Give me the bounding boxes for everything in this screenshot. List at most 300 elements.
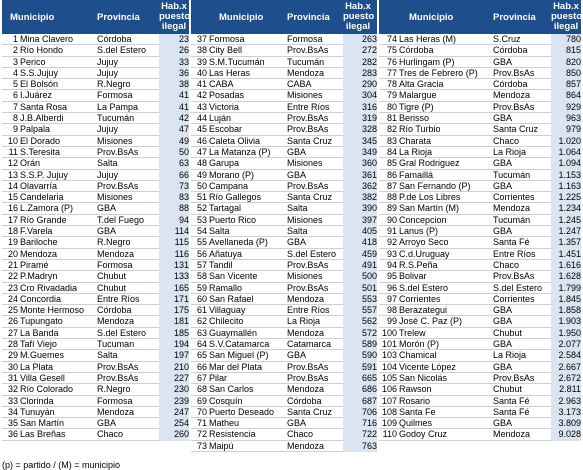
municipio-cell: Bariloche xyxy=(20,237,58,248)
table-header xyxy=(191,0,377,34)
provincia-cell: R.Negro xyxy=(97,79,131,90)
provincia-cell: Mendoza xyxy=(97,316,135,327)
provincia-cell: GBA xyxy=(493,226,513,237)
table-row xyxy=(2,350,189,361)
hab-value-cell: 115 xyxy=(159,237,189,248)
municipio-cell: Tres de Febrero (P) xyxy=(399,67,478,78)
municipio-cell: El Bolsón xyxy=(20,79,59,90)
hab-value-cell: 1.094 xyxy=(551,158,581,169)
rank-cell: 21 xyxy=(7,259,18,270)
rank-cell: 89 xyxy=(386,203,397,214)
hab-value-cell: 23 xyxy=(159,34,189,45)
rank-cell: 9 xyxy=(12,124,18,135)
rank-cell: 15 xyxy=(7,192,18,203)
provincia-cell: Tucumán xyxy=(97,113,135,124)
rank-cell: 90 xyxy=(386,214,397,225)
table-row xyxy=(379,407,581,418)
rank-cell: 5 xyxy=(12,79,18,90)
provincia-cell: Mendoza xyxy=(493,203,531,214)
provincia-cell: Prov.BsAs xyxy=(287,259,329,270)
rank-cell: 73 xyxy=(196,440,207,451)
municipio-cell: Córdoba xyxy=(399,45,434,56)
rank-cell: 10 xyxy=(7,135,18,146)
provincia-cell: Corrientes xyxy=(493,293,535,304)
municipio-cell: Chamical xyxy=(399,350,437,361)
municipio-cell: Tandil xyxy=(209,259,233,270)
provincia-cell: Jujuy xyxy=(97,124,119,135)
table-row xyxy=(2,102,189,113)
hab-value-cell: 131 xyxy=(159,260,189,271)
table-row xyxy=(379,158,581,169)
table-row xyxy=(2,294,189,305)
rank-cell: 13 xyxy=(7,169,18,180)
municipio-cell: Famaillá xyxy=(399,169,434,180)
hab-value-cell: 50 xyxy=(159,147,189,158)
provincia-cell: GBA xyxy=(97,226,117,237)
rank-cell: 23 xyxy=(7,282,18,293)
municipio-cell: Matheu xyxy=(209,418,240,429)
header-municipio: Municipio xyxy=(409,12,454,23)
rank-cell: 97 xyxy=(386,293,397,304)
hab-value-cell: 665 xyxy=(343,373,377,384)
hab-value-cell: 194 xyxy=(159,339,189,350)
table-row xyxy=(379,181,581,192)
table-row xyxy=(191,158,377,169)
municipio-cell: City Bell xyxy=(209,45,243,56)
header-hab-puesto xyxy=(159,2,189,32)
table-row xyxy=(379,147,581,158)
table-row xyxy=(2,373,189,384)
municipio-cell: Tartagal xyxy=(209,203,242,214)
rank-cell: 98 xyxy=(386,305,397,316)
hab-value-cell: 319 xyxy=(343,113,377,124)
provincia-cell: Mendoza xyxy=(287,327,325,338)
municipio-cell: J.B.Alberdi xyxy=(20,113,64,124)
provincia-cell: S.del Estero xyxy=(493,282,543,293)
hab-value-cell: 405 xyxy=(343,226,377,237)
municipio-cell: Rawson xyxy=(399,384,432,395)
hab-value-cell: 247 xyxy=(159,407,189,418)
table-row xyxy=(2,34,189,45)
hab-value-cell: 459 xyxy=(343,249,377,260)
hab-value-cell: 171 xyxy=(159,294,189,305)
municipio-cell: Cro Rivadadia xyxy=(20,282,78,293)
rank-cell: 6 xyxy=(12,90,18,101)
provincia-cell: Córdoba xyxy=(287,395,322,406)
provincia-cell: Prov.BsAs xyxy=(97,372,139,383)
provincia-cell: Chubut xyxy=(493,384,523,395)
table-row xyxy=(379,34,581,45)
header-hab-line: ilegal xyxy=(161,21,187,32)
municipio-cell: San Martín xyxy=(20,418,65,429)
hab-value-cell: 230 xyxy=(159,384,189,395)
rank-cell: 67 xyxy=(196,372,207,383)
rank-cell: 50 xyxy=(196,180,207,191)
municipio-cell: P.de Los Libres xyxy=(399,192,461,203)
table-row xyxy=(379,113,581,124)
rank-cell: 30 xyxy=(7,361,18,372)
provincia-cell: Prov.BsAs xyxy=(287,113,329,124)
table-row xyxy=(379,328,581,339)
provincia-cell: Salta xyxy=(287,203,308,214)
provincia-cell: Prov.BsAs xyxy=(287,180,329,191)
table-row xyxy=(191,373,377,384)
municipio-cell: Olavarría xyxy=(20,180,58,191)
hab-value-cell: 589 xyxy=(343,339,377,350)
provincia-cell: Chaco xyxy=(287,429,314,440)
hab-value-cell: 397 xyxy=(343,215,377,226)
municipio-cell: Guaymallén xyxy=(209,327,258,338)
rank-cell: 99 xyxy=(386,316,397,327)
rank-cell: 109 xyxy=(381,418,397,429)
table-row xyxy=(2,68,189,79)
table-row xyxy=(2,192,189,203)
rank-cell: 66 xyxy=(196,361,207,372)
provincia-cell: Misiones xyxy=(97,135,133,146)
municipio-cell: Mar del Plata xyxy=(209,361,263,372)
rank-cell: 27 xyxy=(7,327,18,338)
table-row xyxy=(379,192,581,203)
provincia-cell: Chubut xyxy=(97,271,127,282)
rank-cell: 54 xyxy=(196,226,207,237)
hab-value-cell: 116 xyxy=(159,249,189,260)
table-row xyxy=(379,79,581,90)
municipio-cell: San Nicolás xyxy=(399,372,448,383)
table-row xyxy=(191,170,377,181)
table-row xyxy=(191,441,377,452)
provincia-cell: Santa Cruz xyxy=(493,124,539,135)
municipio-cell: Tafí Viejo xyxy=(20,339,57,350)
table-row xyxy=(2,136,189,147)
table-row xyxy=(191,102,377,113)
municipio-cell: Puerto Deseado xyxy=(209,406,275,417)
hab-value-cell: 210 xyxy=(159,362,189,373)
provincia-cell: Formosa xyxy=(287,34,323,44)
table-row xyxy=(191,68,377,79)
municipio-cell: Concordia xyxy=(20,293,62,304)
table-row xyxy=(191,429,377,440)
hab-value-cell: 304 xyxy=(343,90,377,101)
table-row xyxy=(191,260,377,271)
provincia-cell: Prov.BsAs xyxy=(287,45,329,56)
municipio-cell: San Fernando (P) xyxy=(399,180,471,191)
hab-value-cell: 390 xyxy=(343,203,377,214)
municipio-cell: Mendoza xyxy=(20,248,58,259)
table-row xyxy=(379,339,581,350)
hab-value-cell: 815 xyxy=(551,45,581,56)
municipio-cell: S.V.Catamarca xyxy=(209,339,270,350)
table-row xyxy=(379,429,581,440)
municipio-cell: Pilar xyxy=(209,372,228,383)
municipio-cell: Ramallo xyxy=(209,282,243,293)
hab-value-cell: 260 xyxy=(159,429,189,440)
rank-cell: 100 xyxy=(381,327,397,338)
municipio-cell: Bolivar xyxy=(399,271,427,282)
municipio-cell: Río Turbio xyxy=(399,124,441,135)
municipio-cell: Río Grande xyxy=(20,214,67,225)
municipio-cell: Caleta Olivia xyxy=(209,135,261,146)
rank-cell: 24 xyxy=(7,293,18,304)
municipio-cell: La Plata xyxy=(20,361,54,372)
table-row xyxy=(379,226,581,237)
provincia-cell: Entre Ríos xyxy=(287,101,330,112)
rank-cell: 106 xyxy=(381,384,397,395)
rank-cell: 16 xyxy=(7,203,18,214)
hab-value-cell: 73 xyxy=(159,181,189,192)
provincia-cell: Salta xyxy=(97,350,118,361)
table-row xyxy=(379,396,581,407)
provincia-cell: Mendoza xyxy=(97,248,135,259)
provincia-cell: Córdoba xyxy=(493,79,528,90)
header-hab-line: puesto xyxy=(551,11,583,22)
table-row xyxy=(379,102,581,113)
rank-cell: 52 xyxy=(196,203,207,214)
rank-cell: 38 xyxy=(196,45,207,56)
table-row xyxy=(2,283,189,294)
table-row xyxy=(2,181,189,192)
provincia-cell: Córdoba xyxy=(493,45,528,56)
hab-value-cell: 165 xyxy=(159,283,189,294)
provincia-cell: GBA xyxy=(493,316,513,327)
provincia-cell: Tucuman xyxy=(97,339,135,350)
table-row xyxy=(191,350,377,361)
municipio-cell: Formosa xyxy=(209,34,245,44)
table-row xyxy=(379,136,581,147)
rank-cell: 75 xyxy=(386,45,397,56)
municipio-cell: Arroyo Seco xyxy=(399,237,449,248)
table-row xyxy=(379,249,581,260)
municipio-cell: Santa Fe xyxy=(399,406,436,417)
hab-value-cell: 491 xyxy=(343,260,377,271)
provincia-cell: Prov.BsAs xyxy=(493,271,535,282)
municipio-cell: Orán xyxy=(20,158,41,169)
provincia-cell: Tucumán xyxy=(493,169,531,180)
hab-value-cell: 1.163 xyxy=(551,181,581,192)
rank-cell: 88 xyxy=(386,192,397,203)
provincia-cell: Prov.BsAs xyxy=(97,361,139,372)
rank-cell: 48 xyxy=(196,158,207,169)
table-row xyxy=(191,407,377,418)
hab-value-cell: 1.845 xyxy=(551,294,581,305)
provincia-cell: La Rioja xyxy=(493,146,527,157)
provincia-cell: Prov.BsAs xyxy=(287,372,329,383)
provincia-cell: GBA xyxy=(493,56,513,67)
table-row xyxy=(379,271,581,282)
municipio-cell: Berisso xyxy=(399,113,430,124)
rank-cell: 93 xyxy=(386,248,397,259)
provincia-cell: Prov.BsAs xyxy=(287,282,329,293)
municipio-cell: M.Guemes xyxy=(20,350,65,361)
municipio-cell: L.Zamora (P) xyxy=(20,203,74,214)
rank-cell: 71 xyxy=(196,418,207,429)
rank-cell: 91 xyxy=(386,226,397,237)
rank-cell: 60 xyxy=(196,293,207,304)
rank-cell: 81 xyxy=(386,113,397,124)
provincia-cell: GBA xyxy=(493,418,513,429)
table-row xyxy=(2,407,189,418)
header-hab-line: puesto xyxy=(159,11,191,22)
rank-cell: 49 xyxy=(196,169,207,180)
hab-value-cell: 1.247 xyxy=(551,226,581,237)
table-row xyxy=(2,429,189,440)
provincia-cell: Entre Ríos xyxy=(287,305,330,316)
table-column-1 xyxy=(2,0,189,441)
provincia-cell: Chaco xyxy=(97,429,124,440)
table-row xyxy=(379,294,581,305)
table-row xyxy=(191,226,377,237)
hab-value-cell: 239 xyxy=(159,396,189,407)
hab-value-cell: 562 xyxy=(343,316,377,327)
municipio-cell: Morano (P) xyxy=(209,169,255,180)
provincia-cell: Santa Fé xyxy=(493,406,530,417)
hab-value-cell: 501 xyxy=(343,283,377,294)
rank-cell: 70 xyxy=(196,406,207,417)
hab-value-cell: 2.077 xyxy=(551,339,581,350)
hab-value-cell: 88 xyxy=(159,203,189,214)
table-row xyxy=(379,418,581,429)
municipio-cell: Quilmes xyxy=(399,418,433,429)
hab-value-cell: 1.858 xyxy=(551,305,581,316)
municipio-cell: Las Heras xyxy=(209,67,251,78)
rank-cell: 8 xyxy=(12,113,18,124)
provincia-cell: GBA xyxy=(287,350,307,361)
hab-value-cell: 49 xyxy=(159,136,189,147)
header-provincia: Provincia xyxy=(493,12,536,23)
hab-value-cell: 591 xyxy=(343,362,377,373)
provincia-cell: GBA xyxy=(287,418,307,429)
provincia-cell: S.del Estero xyxy=(97,45,147,56)
rank-cell: 14 xyxy=(7,180,18,191)
table-row xyxy=(2,203,189,214)
provincia-cell: GBA xyxy=(97,418,117,429)
provincia-cell: GBA xyxy=(493,339,513,350)
provincia-cell: Prov.BsAs xyxy=(493,67,535,78)
municipio-cell: Tupungato xyxy=(20,316,63,327)
rank-cell: 63 xyxy=(196,327,207,338)
table-row xyxy=(379,90,581,101)
hab-value-cell: 33 xyxy=(159,57,189,68)
table-row xyxy=(2,384,189,395)
rank-cell: 43 xyxy=(196,101,207,112)
hab-value-cell: 254 xyxy=(159,418,189,429)
hab-value-cell: 716 xyxy=(343,418,377,429)
hab-value-cell: 687 xyxy=(343,396,377,407)
table-row xyxy=(191,57,377,68)
provincia-cell: R.Negro xyxy=(97,237,131,248)
hab-value-cell: 864 xyxy=(551,90,581,101)
table-row xyxy=(2,418,189,429)
rank-cell: 31 xyxy=(7,372,18,383)
provincia-cell: CABA xyxy=(287,79,312,90)
municipio-cell: La Matanza (P) xyxy=(209,146,271,157)
provincia-cell: Mendoza xyxy=(493,90,531,101)
municipio-cell: S.S.P. Jujuy xyxy=(20,169,68,180)
hab-value-cell: 345 xyxy=(343,136,377,147)
table-row xyxy=(2,90,189,101)
hab-value-cell: 349 xyxy=(343,147,377,158)
rank-cell: 26 xyxy=(7,316,18,327)
rank-cell: 59 xyxy=(196,282,207,293)
rank-cell: 51 xyxy=(196,192,207,203)
rank-cell: 1 xyxy=(12,34,18,44)
table-column-2 xyxy=(191,0,377,452)
table-row xyxy=(191,181,377,192)
hab-value-cell: 316 xyxy=(343,102,377,113)
rank-cell: 65 xyxy=(196,350,207,361)
table-row xyxy=(2,113,189,124)
rank-cell: 92 xyxy=(386,237,397,248)
municipio-cell: San Rafael xyxy=(209,293,254,304)
provincia-cell: Misiones xyxy=(287,214,323,225)
table-row xyxy=(191,136,377,147)
hab-value-cell: 41 xyxy=(159,102,189,113)
rank-cell: 35 xyxy=(7,418,18,429)
table-row xyxy=(191,249,377,260)
municipio-cell: P.Madryn xyxy=(20,271,58,282)
provincia-cell: Córdoba xyxy=(97,34,132,44)
table-row xyxy=(191,79,377,90)
table-row xyxy=(379,170,581,181)
hab-value-cell: 1.950 xyxy=(551,328,581,339)
rank-cell: 3 xyxy=(12,56,18,67)
rank-cell: 110 xyxy=(382,429,397,440)
municipio-cell: Morón (P) xyxy=(399,339,440,350)
rank-cell: 78 xyxy=(386,79,397,90)
provincia-cell: Santa Cruz xyxy=(287,192,333,203)
rank-cell: 7 xyxy=(12,101,18,112)
provincia-cell: Corrientes xyxy=(493,192,535,203)
provincia-cell: Entre Ríos xyxy=(493,248,536,259)
hab-value-cell: 382 xyxy=(343,192,377,203)
hab-value-cell: 2.672 xyxy=(551,373,581,384)
provincia-cell: Santa Fé xyxy=(493,237,530,248)
hab-value-cell: 929 xyxy=(551,102,581,113)
provincia-cell: T.del Fuego xyxy=(97,214,145,225)
rank-cell: 53 xyxy=(196,214,207,225)
municipio-cell: I.Juárez xyxy=(20,90,53,101)
rank-cell: 11 xyxy=(8,146,18,157)
provincia-cell: Santa Cruz xyxy=(287,135,333,146)
table-row xyxy=(191,45,377,56)
table-row xyxy=(379,124,581,135)
hab-value-cell: 2.963 xyxy=(551,396,581,407)
provincia-cell: R.Negro xyxy=(97,384,131,395)
provincia-cell: Formosa xyxy=(97,395,133,406)
municipio-cell: Alta Gracia xyxy=(399,79,444,90)
municipio-cell: Las Breñas xyxy=(20,429,66,440)
hab-value-cell: 1.020 xyxy=(551,136,581,147)
municipio-cell: S.del Estero xyxy=(399,282,449,293)
rank-cell: 45 xyxy=(196,124,207,135)
header-provincia: Provincia xyxy=(97,12,140,23)
municipio-cell: Escobar xyxy=(209,124,243,135)
rank-cell: 29 xyxy=(7,350,18,361)
rank-cell: 79 xyxy=(386,90,397,101)
table-row xyxy=(2,124,189,135)
rank-cell: 36 xyxy=(7,429,18,440)
hab-value-cell: 850 xyxy=(551,68,581,79)
rank-cell: 34 xyxy=(7,406,18,417)
municipio-cell: Gral Rodriguez xyxy=(399,158,460,169)
table-row xyxy=(191,384,377,395)
municipio-cell: Piramé xyxy=(20,259,49,270)
hab-value-cell: 290 xyxy=(343,79,377,90)
hab-value-cell: 227 xyxy=(159,373,189,384)
provincia-cell: Salta xyxy=(97,158,118,169)
municipio-cell: Resistencia xyxy=(209,429,256,440)
municipio-cell: Garupa xyxy=(209,158,240,169)
rank-cell: 58 xyxy=(196,271,207,282)
